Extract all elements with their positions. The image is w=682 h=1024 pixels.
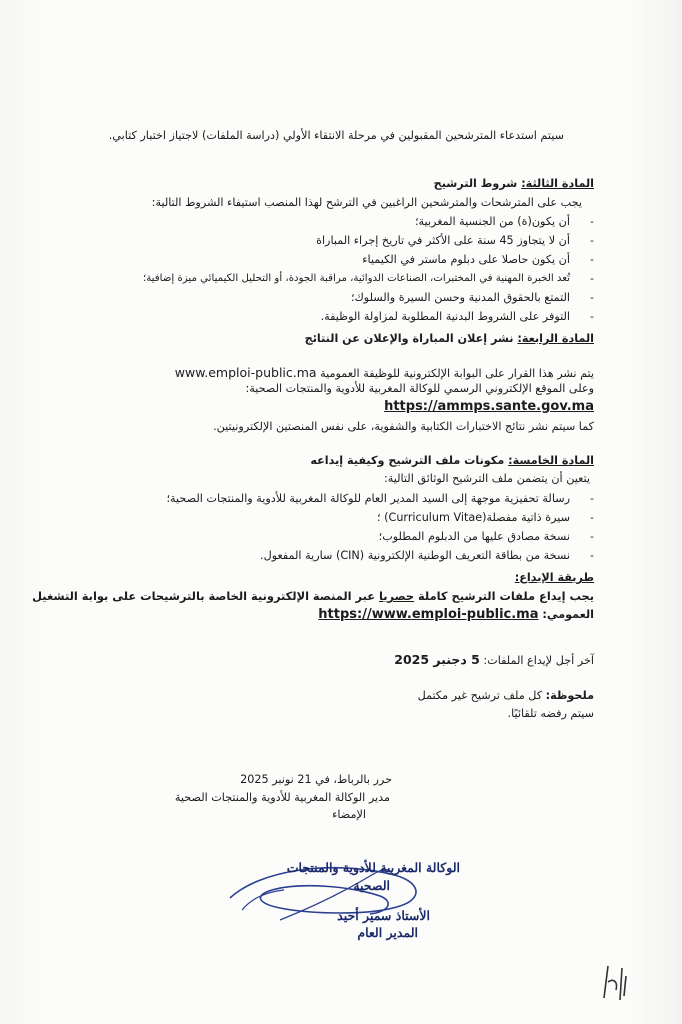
- deadline: [394, 652, 594, 669]
- article-3-item: أن لا يتجاوز 45 سنة على الأكثر في تاريخ إجراء المباراة: [316, 234, 570, 247]
- article-4-text: يتم نشر هذا القرار على البوابة الإلكترونية للوظيفة العمومية: [320, 367, 594, 380]
- article-3-item: تُعد الخبرة المهنية في المختبرات، الصناعات الدوائية، مراقبة الجودة، أو التحليل الكيميائي ميزة إضافية؛: [142, 273, 570, 284]
- sign-date: 21 نونبر 2025: [240, 773, 312, 786]
- deadline-label: آخر أجل لإيداع الملفات:: [479, 654, 594, 667]
- bullet-dot: -: [590, 253, 594, 266]
- place-date: [240, 772, 392, 788]
- article-3-label: المادة الثالثة:: [521, 177, 594, 190]
- deposit-line-2: [318, 607, 594, 623]
- article-5-item: نسخة من بطاقة التعريف الوطنية الإلكترونية (CIN) سارية المفعول.: [260, 549, 570, 562]
- article-3-heading: شروط الترشيح: [433, 177, 522, 190]
- place-date-text: حرر بالرباط، في: [311, 773, 392, 786]
- signature-label: الإمضاء: [332, 808, 366, 821]
- bullet-dot: -: [590, 215, 594, 228]
- note-label: ملحوظة:: [545, 689, 594, 702]
- article-4-title: [305, 331, 594, 347]
- deposit-text-a: يجب إيداع ملفات الترشيح كاملة: [414, 589, 594, 603]
- article-5-item: نسخة مصادق عليها من الدبلوم المطلوب؛: [378, 530, 570, 543]
- bullet-dot: -: [590, 492, 594, 505]
- deadline-date: 5 دجنبر 2025: [394, 652, 480, 667]
- stamp-line-2: الصحية: [353, 878, 390, 893]
- article-3-item: أن يكون حاصلا على دبلوم ماستر في الكيمياء: [362, 253, 570, 266]
- article-4-label: المادة الرابعة:: [517, 332, 594, 345]
- article-3-intro: يجب على المترشحات والمترشحين الراغبين في الترشح لهذا المنصب استيفاء الشروط التالية:: [151, 196, 582, 209]
- article-4-line-3: كما سيتم نشر نتائج الاختبارات الكتابية والشفوية، على نفس المنصتين الإلكترونيتين.: [213, 420, 594, 433]
- stamp-line-3: الأستاذ سمير أحيد: [337, 908, 430, 923]
- article-5-label: المادة الخامسة:: [508, 454, 594, 467]
- article-4-line-1: [175, 365, 594, 382]
- article-5-heading: مكونات ملف الترشيح وكيفية إيداعه: [310, 454, 509, 467]
- director-title: مدير الوكالة المغربية للأدوية والمنتجات الصحية: [174, 791, 390, 804]
- deposit-exclusive: حصريا: [378, 589, 415, 603]
- ammps-link[interactable]: https://ammps.sante.gov.ma: [384, 399, 594, 414]
- article-4-heading: نشر إعلان المباراة والإعلان عن النتائج: [304, 332, 518, 345]
- deposit-portal-link[interactable]: https://www.emploi-public.ma: [318, 607, 539, 622]
- deposit-title: طريقة الإيداع:: [514, 571, 594, 584]
- stamp-line-4: المدير العام: [357, 925, 418, 940]
- bullet-dot: -: [590, 530, 594, 543]
- deposit-portal-label: العمومي:: [538, 608, 594, 621]
- article-3-item: التمتع بالحقوق المدنية وحسن السيرة والسلوك؛: [351, 291, 570, 304]
- bullet-dot: -: [590, 310, 594, 323]
- note-line-2: سيتم رفضه تلقائيًا.: [507, 707, 594, 720]
- note-line-1: [418, 688, 594, 704]
- bullet-dot: -: [590, 234, 594, 247]
- deposit-line-1: [32, 588, 594, 604]
- article-4-line-2: وعلى الموقع الإلكتروني الرسمي للوكالة المغربية للأدوية والمنتجات الصحية:: [245, 382, 594, 395]
- note-text: كل ملف ترشيح غير مكتمل: [417, 689, 546, 702]
- article-3-item: التوفر على الشروط البدنية المطلوبة لمزاولة الوظيفة.: [320, 310, 570, 323]
- bullet-dot: -: [590, 511, 594, 524]
- stamp-line-1: الوكالة المغربية للأدوية والمنتجات: [286, 860, 460, 875]
- initials-signature-icon: [598, 958, 638, 1008]
- article-5-title: [310, 453, 594, 469]
- emploi-public-link[interactable]: www.emploi-public.ma: [174, 365, 317, 380]
- article-5-intro: يتعين أن يتضمن ملف الترشيح الوثائق التالية:: [383, 472, 590, 485]
- bullet-dot: -: [590, 291, 594, 304]
- intro-text: سيتم استدعاء المترشحين المقبولين في مرحلة الانتقاء الأولي (دراسة الملفات) لاجتياز اختبار كتابي.: [108, 129, 564, 142]
- bullet-dot: -: [590, 272, 594, 285]
- article-3-item: أن يكون(ة) من الجنسية المغربية؛: [414, 215, 570, 228]
- deposit-text-c: عبر المنصة الإلكترونية الخاصة بالترشيحات على بوابة التشغيل: [32, 589, 379, 603]
- bullet-dot: -: [590, 549, 594, 562]
- official-stamp: [220, 850, 460, 940]
- article-5-item: رسالة تحفيزية موجهة إلى السيد المدير العام للوكالة المغربية للأدوية والمنتجات الصحية؛: [166, 492, 570, 505]
- article-3-title: [434, 176, 594, 192]
- article-5-item: سيرة ذاتية مفصلة(Curriculum Vitae) ؛: [377, 511, 570, 524]
